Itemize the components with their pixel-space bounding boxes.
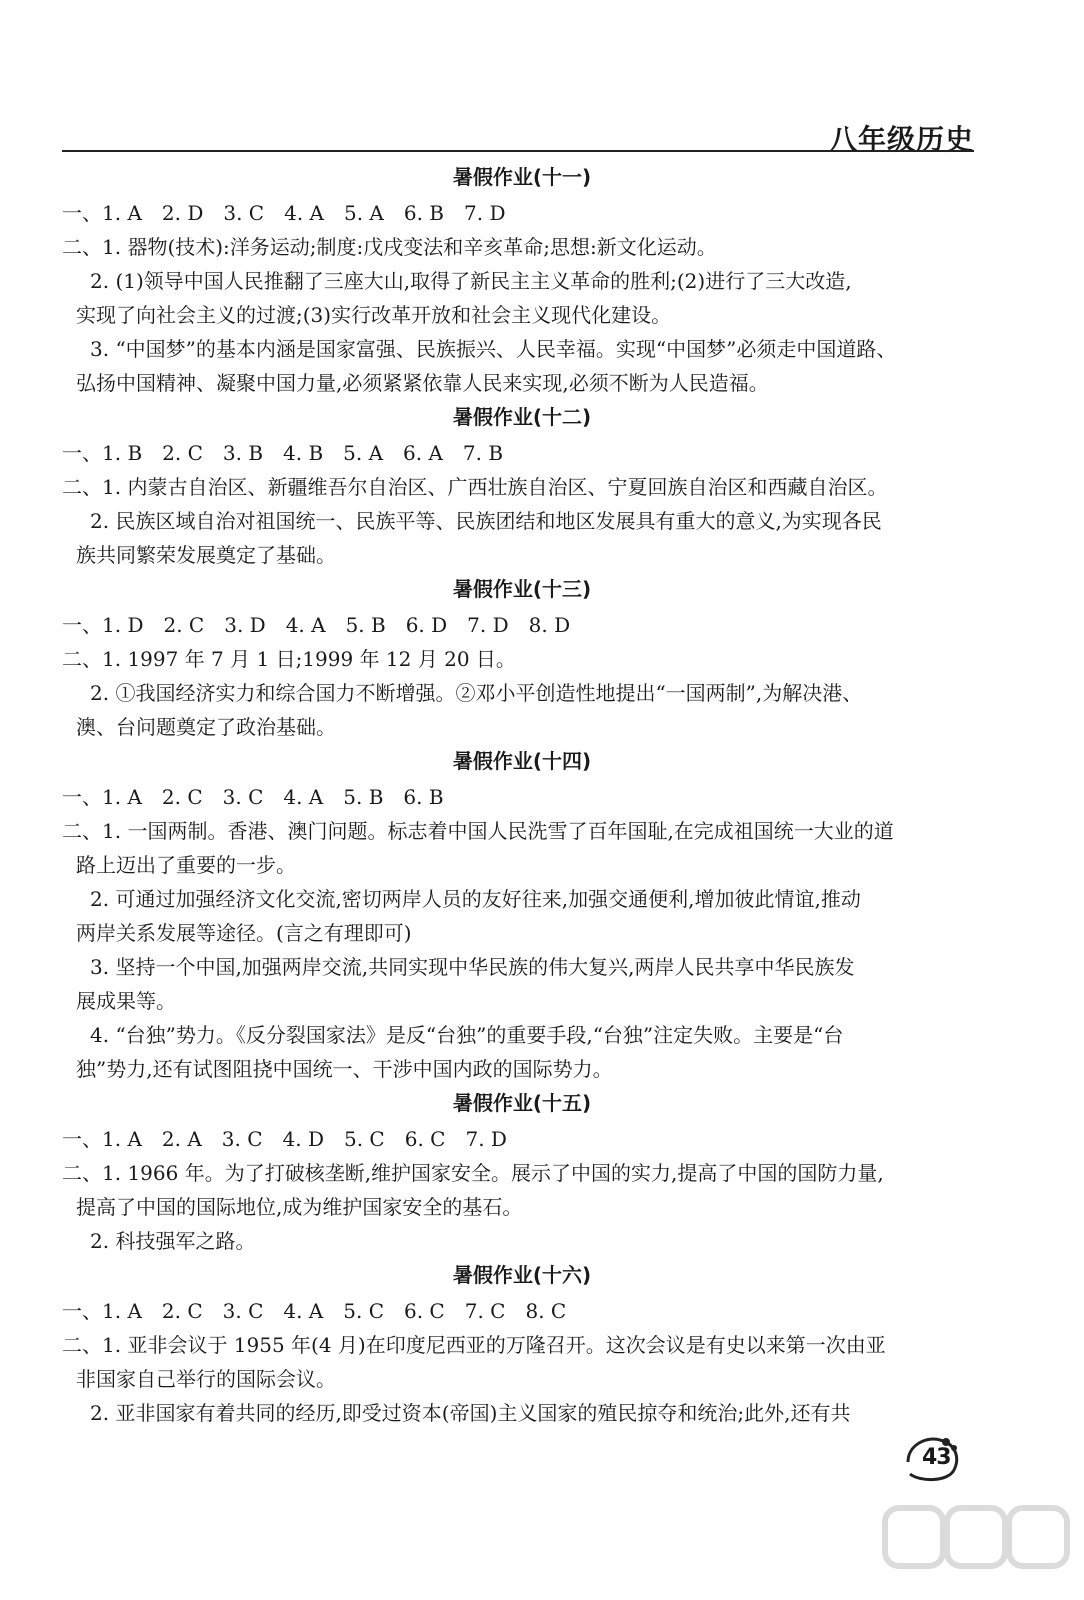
section-title: 暑假作业(十三) bbox=[452, 577, 592, 601]
answer-key-content bbox=[62, 160, 982, 1430]
answer-line: 2. 民族区域自治对祖国统一、民族平等、民族团结和地区发展具有重大的意义,为实现各民 bbox=[90, 509, 882, 533]
answer-line: 二、1. 亚非会议于 1955 年(4 月)在印度尼西亚的万隆召开。这次会议是有史以来第一次由亚 bbox=[62, 1333, 886, 1357]
watermark-logo-icon bbox=[875, 1500, 1075, 1600]
answer-line: 二、1. 1966 年。为了打破核垄断,维护国家安全。展示了中国的实力,提高了中国的国防力量, bbox=[62, 1161, 884, 1185]
section-title: 暑假作业(十二) bbox=[452, 405, 592, 429]
section-title: 暑假作业(十一) bbox=[452, 165, 592, 189]
section-12 bbox=[62, 400, 982, 572]
section-11 bbox=[62, 160, 982, 400]
section-title: 暑假作业(十六) bbox=[452, 1263, 592, 1287]
answer-line: 二、1. 内蒙古自治区、新疆维吾尔自治区、广西壮族自治区、宁夏回族自治区和西藏自治区。 bbox=[62, 475, 888, 499]
answer-line: 澳、台问题奠定了政治基础。 bbox=[76, 715, 336, 739]
answer-line: 一、1. A 2. D 3. C 4. A 5. A 6. B 7. D bbox=[62, 201, 506, 225]
answer-line: 一、1. A 2. C 3. C 4. A 5. B 6. B bbox=[62, 785, 444, 809]
answer-line: 族共同繁荣发展奠定了基础。 bbox=[76, 543, 336, 567]
answer-line: 非国家自己举行的国际会议。 bbox=[76, 1367, 336, 1391]
answer-line: 一、1. B 2. C 3. B 4. B 5. A 6. A 7. B bbox=[62, 441, 504, 465]
section-title: 暑假作业(十四) bbox=[452, 749, 592, 773]
section-13 bbox=[62, 572, 982, 744]
answer-line: 3. “中国梦”的基本内涵是国家富强、民族振兴、人民幸福。实现“中国梦”必须走中国道路、 bbox=[90, 337, 897, 361]
section-16 bbox=[62, 1258, 982, 1430]
answer-line: 一、1. A 2. A 3. C 4. D 5. C 6. C 7. D bbox=[62, 1127, 507, 1151]
section-14 bbox=[62, 744, 982, 1086]
answer-line: 展成果等。 bbox=[76, 989, 176, 1013]
answer-line: 二、1. 一国两制。香港、澳门问题。标志着中国人民洗雪了百年国耻,在完成祖国统一大业的道 bbox=[62, 819, 894, 843]
answer-line: 实现了向社会主义的过渡;(3)实行改革开放和社会主义现代化建设。 bbox=[76, 303, 672, 327]
answer-line: 二、1. 1997 年 7 月 1 日;1999 年 12 月 20 日。 bbox=[62, 647, 516, 671]
answer-line: 4. “台独”势力。《反分裂国家法》是反“台独”的重要手段,“台独”注定失败。主要是“台 bbox=[90, 1023, 844, 1047]
answer-line: 弘扬中国精神、凝聚中国力量,必须紧紧依靠人民来实现,必须不断为人民造福。 bbox=[76, 371, 769, 395]
answer-line: 一、1. A 2. C 3. C 4. A 5. C 6. C 7. C 8. C bbox=[62, 1299, 567, 1323]
answer-line: 提高了中国的国际地位,成为维护国家安全的基石。 bbox=[76, 1195, 523, 1219]
page-number: 43 bbox=[922, 1445, 951, 1470]
header-divider bbox=[62, 150, 974, 152]
answer-line: 2. 亚非国家有着共同的经历,即受过资本(帝国)主义国家的殖民掠夺和统治;此外,还有共 bbox=[90, 1401, 851, 1425]
book-subject-title: 八年级历史 bbox=[828, 123, 974, 156]
answer-line: 一、1. D 2. C 3. D 4. A 5. B 6. D 7. D 8. D bbox=[62, 613, 571, 637]
answer-line: 二、1. 器物(技术):洋务运动;制度:戊戌变法和辛亥革命;思想:新文化运动。 bbox=[62, 235, 717, 259]
answer-line: 2. ①我国经济实力和综合国力不断增强。②邓小平创造性地提出“一国两制”,为解决港、 bbox=[90, 681, 863, 705]
answer-line: 路上迈出了重要的一步。 bbox=[76, 853, 296, 877]
answer-line: 两岸关系发展等途径。(言之有理即可) bbox=[76, 921, 412, 945]
answer-line: 3. 坚持一个中国,加强两岸交流,共同实现中华民族的伟大复兴,两岸人民共享中华民族发 bbox=[90, 955, 855, 979]
answer-line: 独”势力,还有试图阻挠中国统一、干涉中国内政的国际势力。 bbox=[76, 1057, 613, 1081]
section-15 bbox=[62, 1086, 982, 1258]
answer-line: 2. 科技强军之路。 bbox=[90, 1229, 256, 1253]
section-title: 暑假作业(十五) bbox=[452, 1091, 592, 1115]
answer-line: 2. (1)领导中国人民推翻了三座大山,取得了新民主主义革命的胜利;(2)进行了三大改造, bbox=[90, 269, 852, 293]
answer-line: 2. 可通过加强经济文化交流,密切两岸人员的友好往来,加强交通便利,增加彼此情谊,推动 bbox=[90, 887, 861, 911]
